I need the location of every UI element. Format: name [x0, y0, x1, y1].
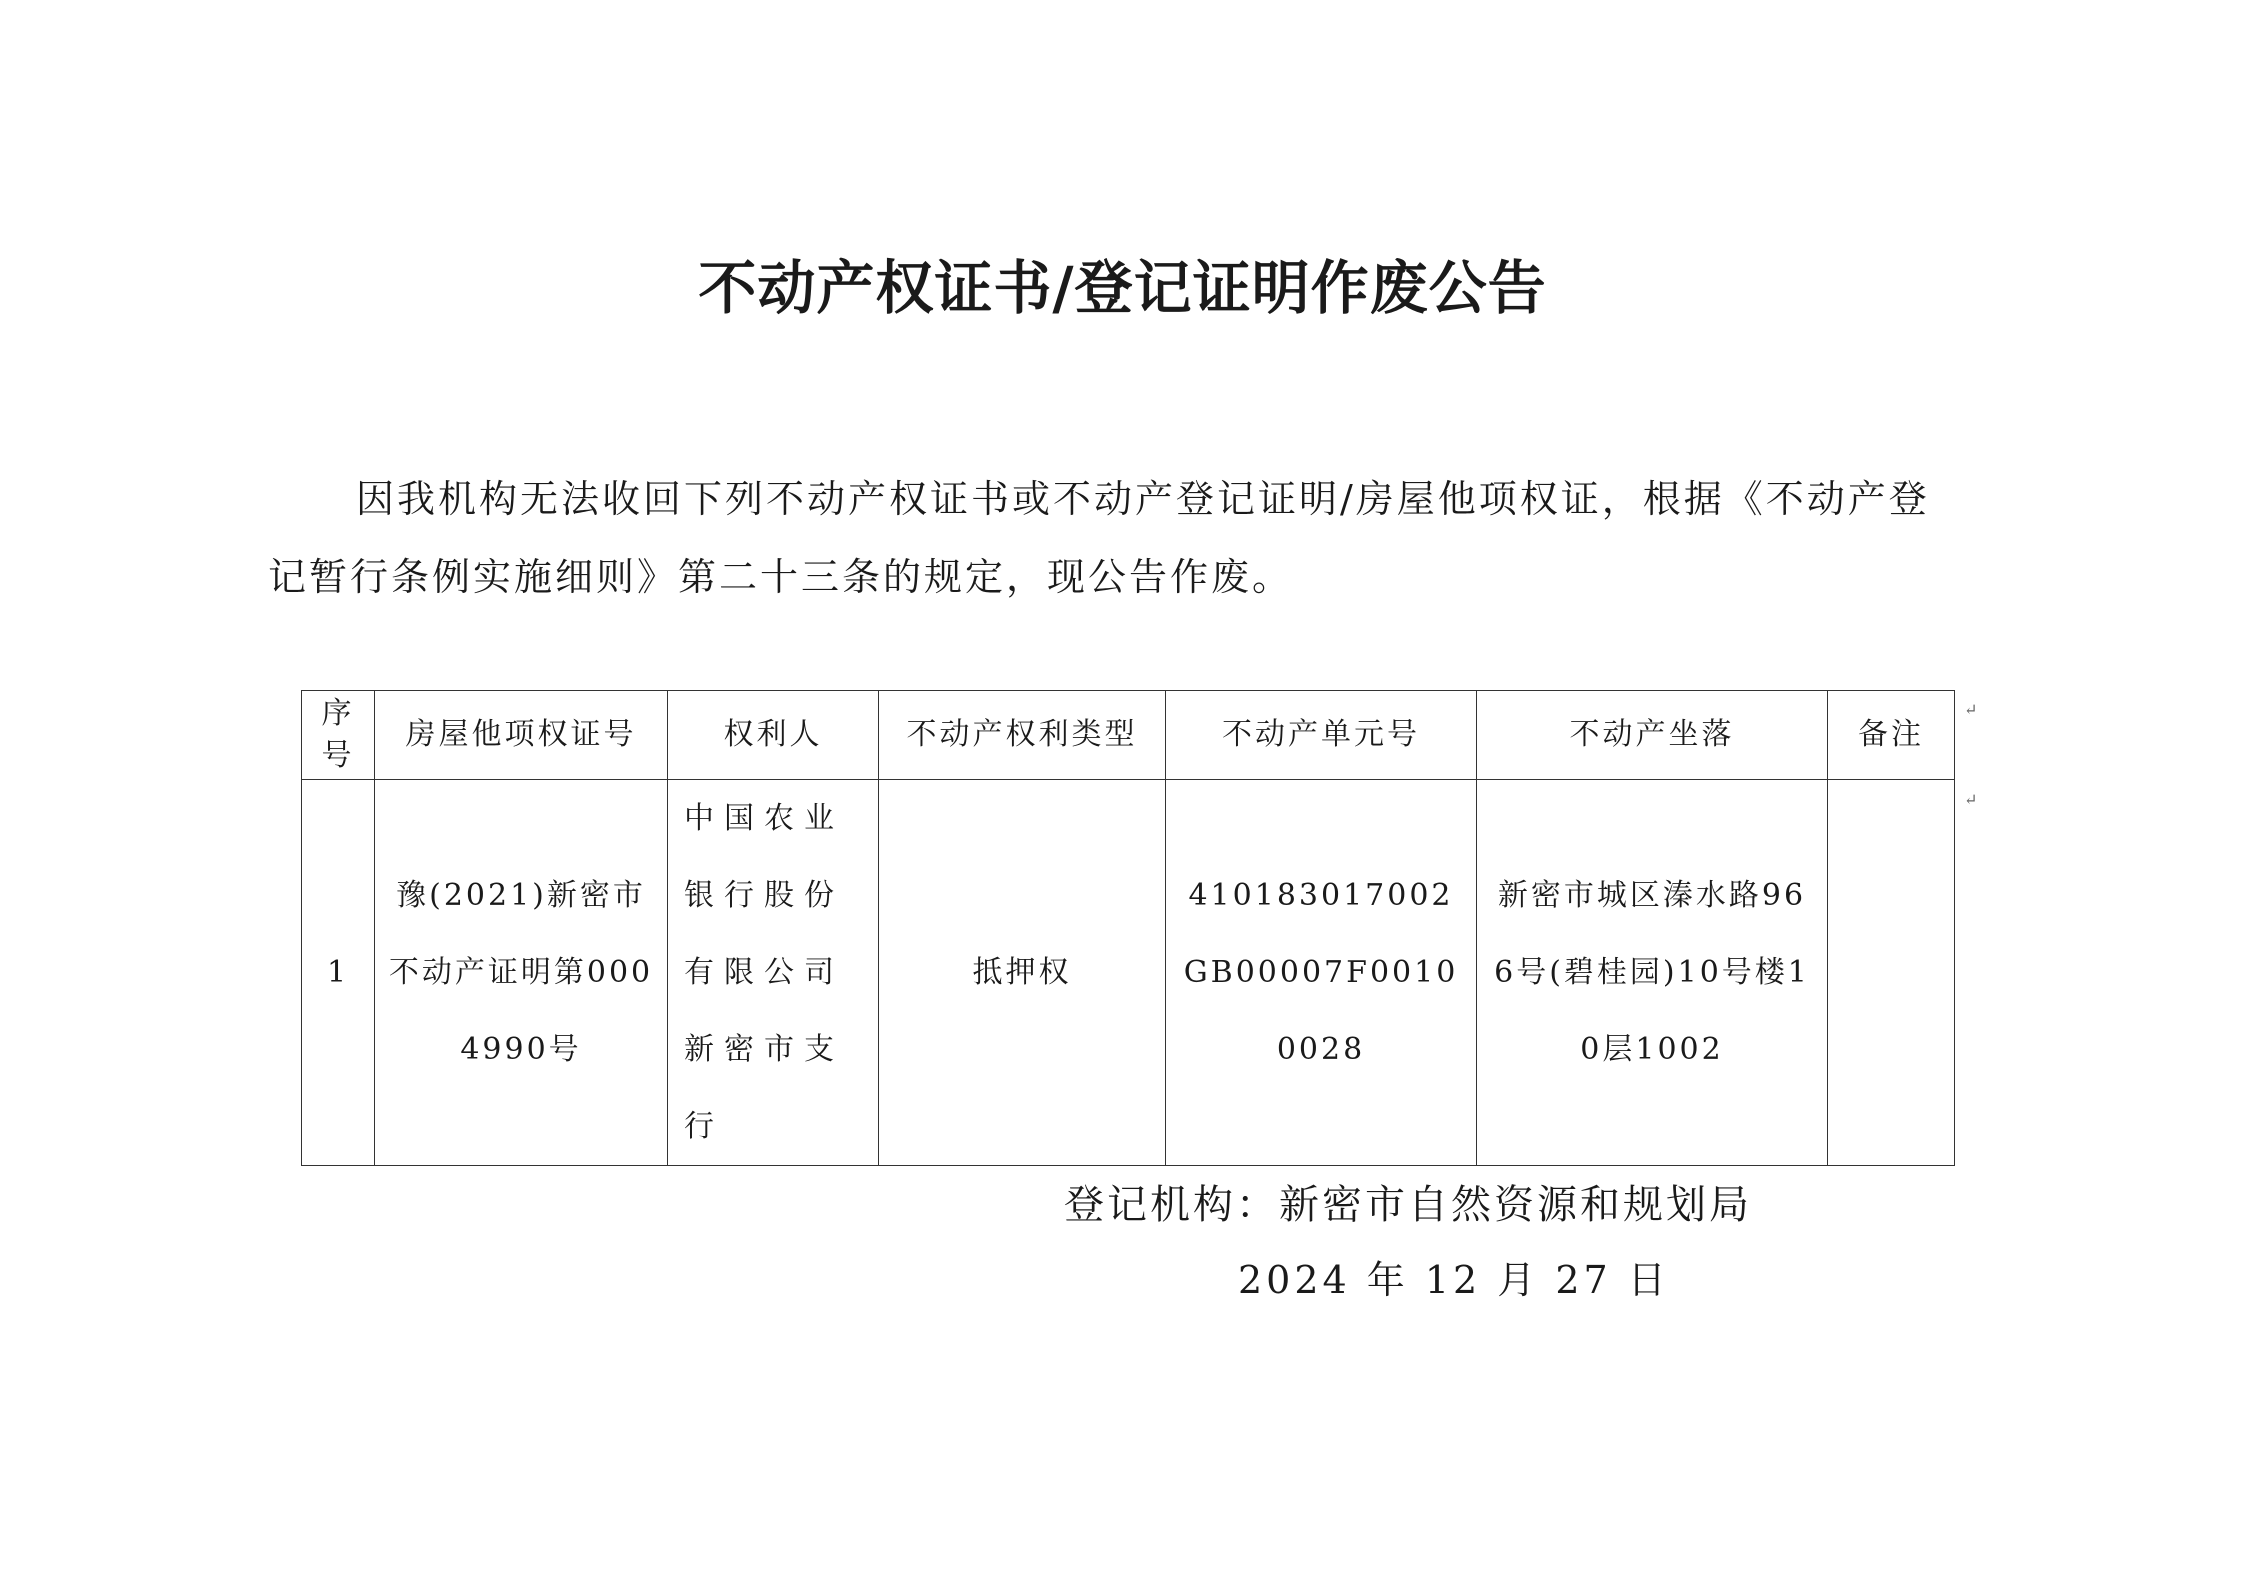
- table-row: [302, 780, 1955, 1166]
- notice-paragraph: [268, 460, 1968, 616]
- cell-certificate-no: 豫(2021)新密市不动产证明第0004990号: [375, 780, 668, 1166]
- header-right-holder: 权利人: [668, 691, 879, 780]
- cell-seq: 1: [302, 780, 375, 1166]
- header-right-type: 不动产权利类型: [879, 691, 1166, 780]
- issue-date: 2024 年 12 月 27 日: [1238, 1258, 1670, 1302]
- page-title: 不动产权证书/登记证明作废公告: [698, 254, 1547, 322]
- notice-text: 因我机构无法收回下列不动产权证书或不动产登记证明/房屋他项权证，根据《不动产登记暂行条例实施细则》第二十三条的规定，现公告作废。: [268, 477, 1930, 599]
- cell-right-holder: 中国农业银行股份有限公司新密市支行: [668, 780, 879, 1166]
- issuer-signature: 登记机构：新密市自然资源和规划局: [1064, 1182, 1752, 1228]
- void-certificate-table: [301, 690, 1955, 1166]
- header-location: 不动产坐落: [1477, 691, 1828, 780]
- cell-right-type: 抵押权: [879, 780, 1166, 1166]
- header-unit-no: 不动产单元号: [1166, 691, 1477, 780]
- row-end-mark-icon: ↵: [1964, 790, 1978, 809]
- cell-unit-no: 410183017002GB00007F00100028: [1166, 780, 1477, 1166]
- table-header-row: [302, 691, 1955, 780]
- header-remark: 备注: [1828, 691, 1955, 780]
- row-end-mark-icon: ↵: [1964, 700, 1978, 719]
- header-certificate-no: 房屋他项权证号: [375, 691, 668, 780]
- cell-remark: [1828, 780, 1955, 1166]
- void-certificate-table-container: [301, 690, 1955, 1166]
- header-seq: 序号: [302, 691, 375, 780]
- cell-location: 新密市城区溱水路966号(碧桂园)10号楼10层1002: [1477, 780, 1828, 1166]
